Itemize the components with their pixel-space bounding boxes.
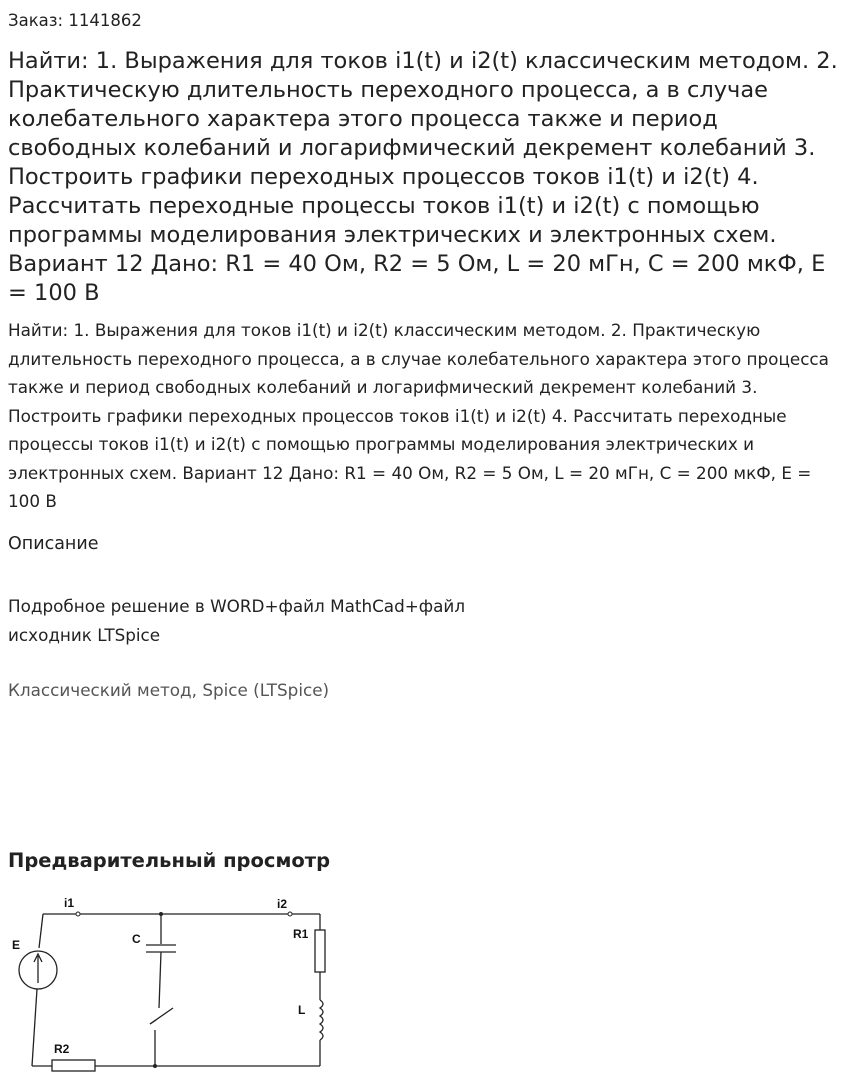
label-i1: i1 [64, 896, 75, 910]
wire-middle-mid [159, 952, 161, 1008]
switch-mark [150, 1020, 156, 1024]
order-number: Заказ: 1141862 [8, 11, 142, 30]
wire-left-upper [39, 914, 43, 948]
circuit-diagram [8, 890, 338, 1080]
task-title: Найти: 1. Выражения для токов i1(t) и i2(t) классическим методом. 2. Практическую длительность переходного процесса, а в случае колебательного характера этого процесса также и период свободных колебаний и логарифмический декремент колебаний 3. Построить графики переходных процессов токов i1(t) и i2(t) 4. Рассчитать переходные процессы токов i1(t) и i2(t) с помощью программы моделирования электрических и электронных схем. Вариант 12 Дано: R1 = 40 Ом, R2 = 5 Ом, L = 20 мГн, C = 200 мкФ, E = 100 В [8, 48, 838, 306]
resistor-r1-symbol [315, 930, 325, 972]
solution-details-line1: Подробное решение в WORD+файл MathCad+файл [8, 596, 466, 616]
wire-left-lower [32, 989, 37, 1066]
label-r2: R2 [54, 1042, 70, 1056]
label-l: L [298, 1003, 306, 1017]
method-tags: Классический метод, Spice (LTSpice) [8, 680, 330, 700]
label-c: C [132, 932, 141, 946]
label-i2: i2 [277, 897, 288, 911]
preview-heading: Предварительный просмотр [8, 849, 331, 872]
solution-details [8, 592, 608, 649]
label-r1: R1 [293, 927, 309, 941]
node-i1 [76, 912, 80, 916]
description-section-label: Описание [8, 534, 99, 554]
circuit-preview-image [8, 890, 338, 1080]
node-i2 [288, 912, 292, 916]
inductor-l-symbol [320, 1000, 323, 1040]
task-description: Найти: 1. Выражения для токов i1(t) и i2(t) классическим методом. 2. Практическую длительность переходного процесса, а в случае колебательного характера этого процесса также и период свободных колебаний и логарифмический декремент колебаний 3. Построить графики переходных процессов токов i1(t) и i2(t) 4. Рассчитать переходные процессы токов i1(t) и i2(t) с помощью программы моделирования электрических и электронных схем. Вариант 12 Дано: R1 = 40 Ом, R2 = 5 Ом, L = 20 мГн, C = 200 мкФ, E = 100 В [8, 320, 829, 511]
label-e: E [12, 938, 21, 952]
solution-details-line2: исходник LTSpice [8, 624, 161, 645]
junction-top [159, 912, 163, 916]
junction-bottom [153, 1064, 157, 1068]
resistor-r2-symbol [52, 1060, 95, 1071]
